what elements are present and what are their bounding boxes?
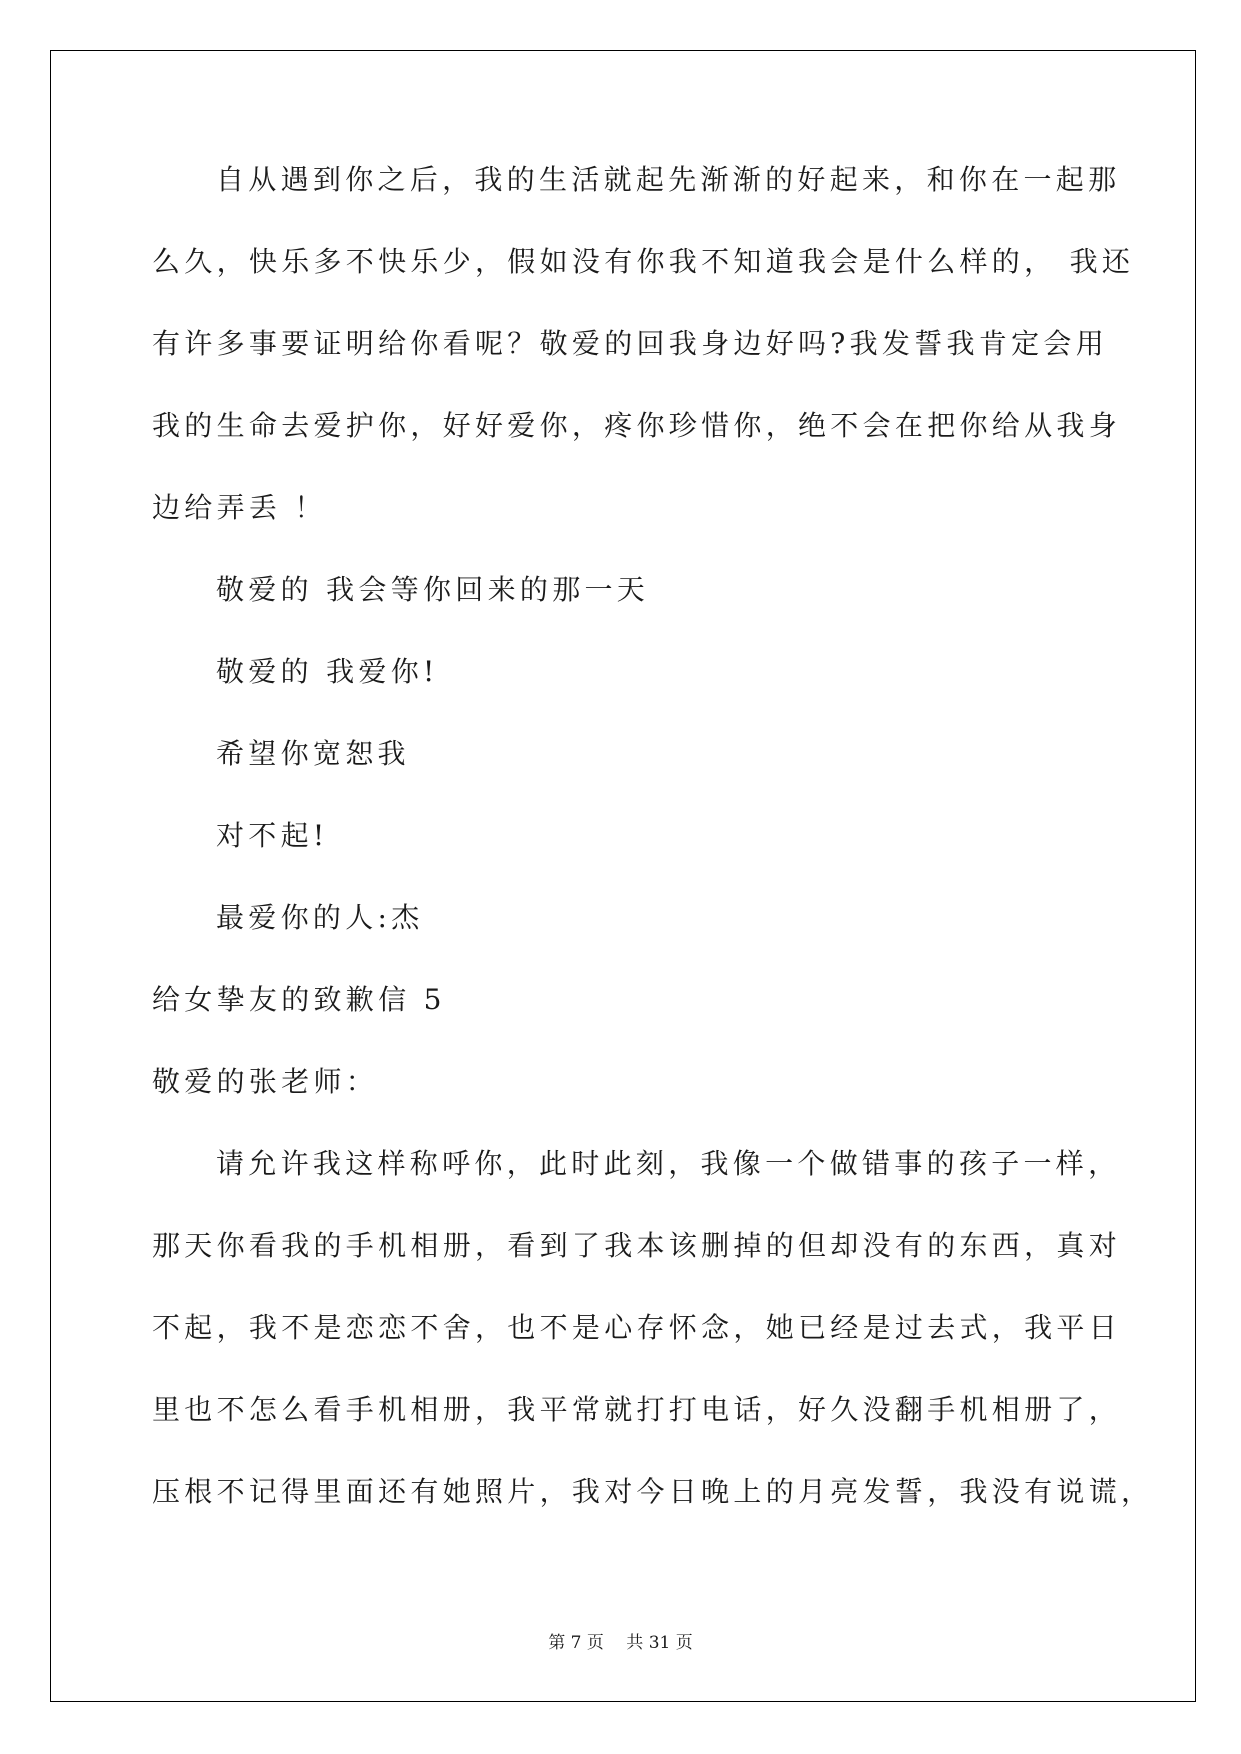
paragraph-line: 希望你宽恕我	[216, 737, 410, 770]
paragraph-line: 敬爱的 我会等你回来的那一天	[216, 573, 650, 606]
paragraph-line: 里也不怎么看手机相册，我平常就打打电话，好久没翻手机相册了，	[152, 1393, 1122, 1426]
paragraph-line: 请允许我这样称呼你，此时此刻，我像一个做错事的孩子一样，	[216, 1147, 1121, 1180]
paragraph-line: 压根不记得里面还有她照片，我对今日晚上的月亮发誓，我没有说谎，	[152, 1475, 1154, 1508]
document-body	[152, 160, 1154, 1554]
paragraph-line: 自从遇到你之后，我的生活就起先渐渐的好起来，和你在一起那	[216, 163, 1121, 196]
page-number-footer: 第 7 页 共 31 页	[548, 1633, 693, 1653]
paragraph-line: 对不起!	[216, 819, 329, 852]
paragraph-line: 敬爱的 我爱你!	[216, 655, 439, 688]
signature-line: 最爱你的人:杰	[216, 901, 424, 934]
paragraph-line: 不起，我不是恋恋不舍，也不是心存怀念，她已经是过去式，我平日	[152, 1311, 1122, 1344]
paragraph-line: 有许多事要证明给你看呢？敬爱的回我身边好吗?我发誓我肯定会用	[152, 327, 1109, 360]
salutation: 敬爱的张老师：	[152, 1065, 379, 1098]
paragraph-line: 那天你看我的手机相册，看到了我本该删掉的但却没有的东西，真对	[152, 1229, 1122, 1262]
paragraph-line: 么久，快乐多不快乐少，假如没有你我不知道我会是什么样的， 我还	[152, 245, 1135, 278]
paragraph-line: 边给弄丢 ！	[152, 491, 327, 524]
paragraph-line: 我的生命去爱护你，好好爱你，疼你珍惜你，绝不会在把你给从我身	[152, 409, 1122, 442]
section-heading: 给女挚友的致歉信 5	[152, 983, 446, 1016]
